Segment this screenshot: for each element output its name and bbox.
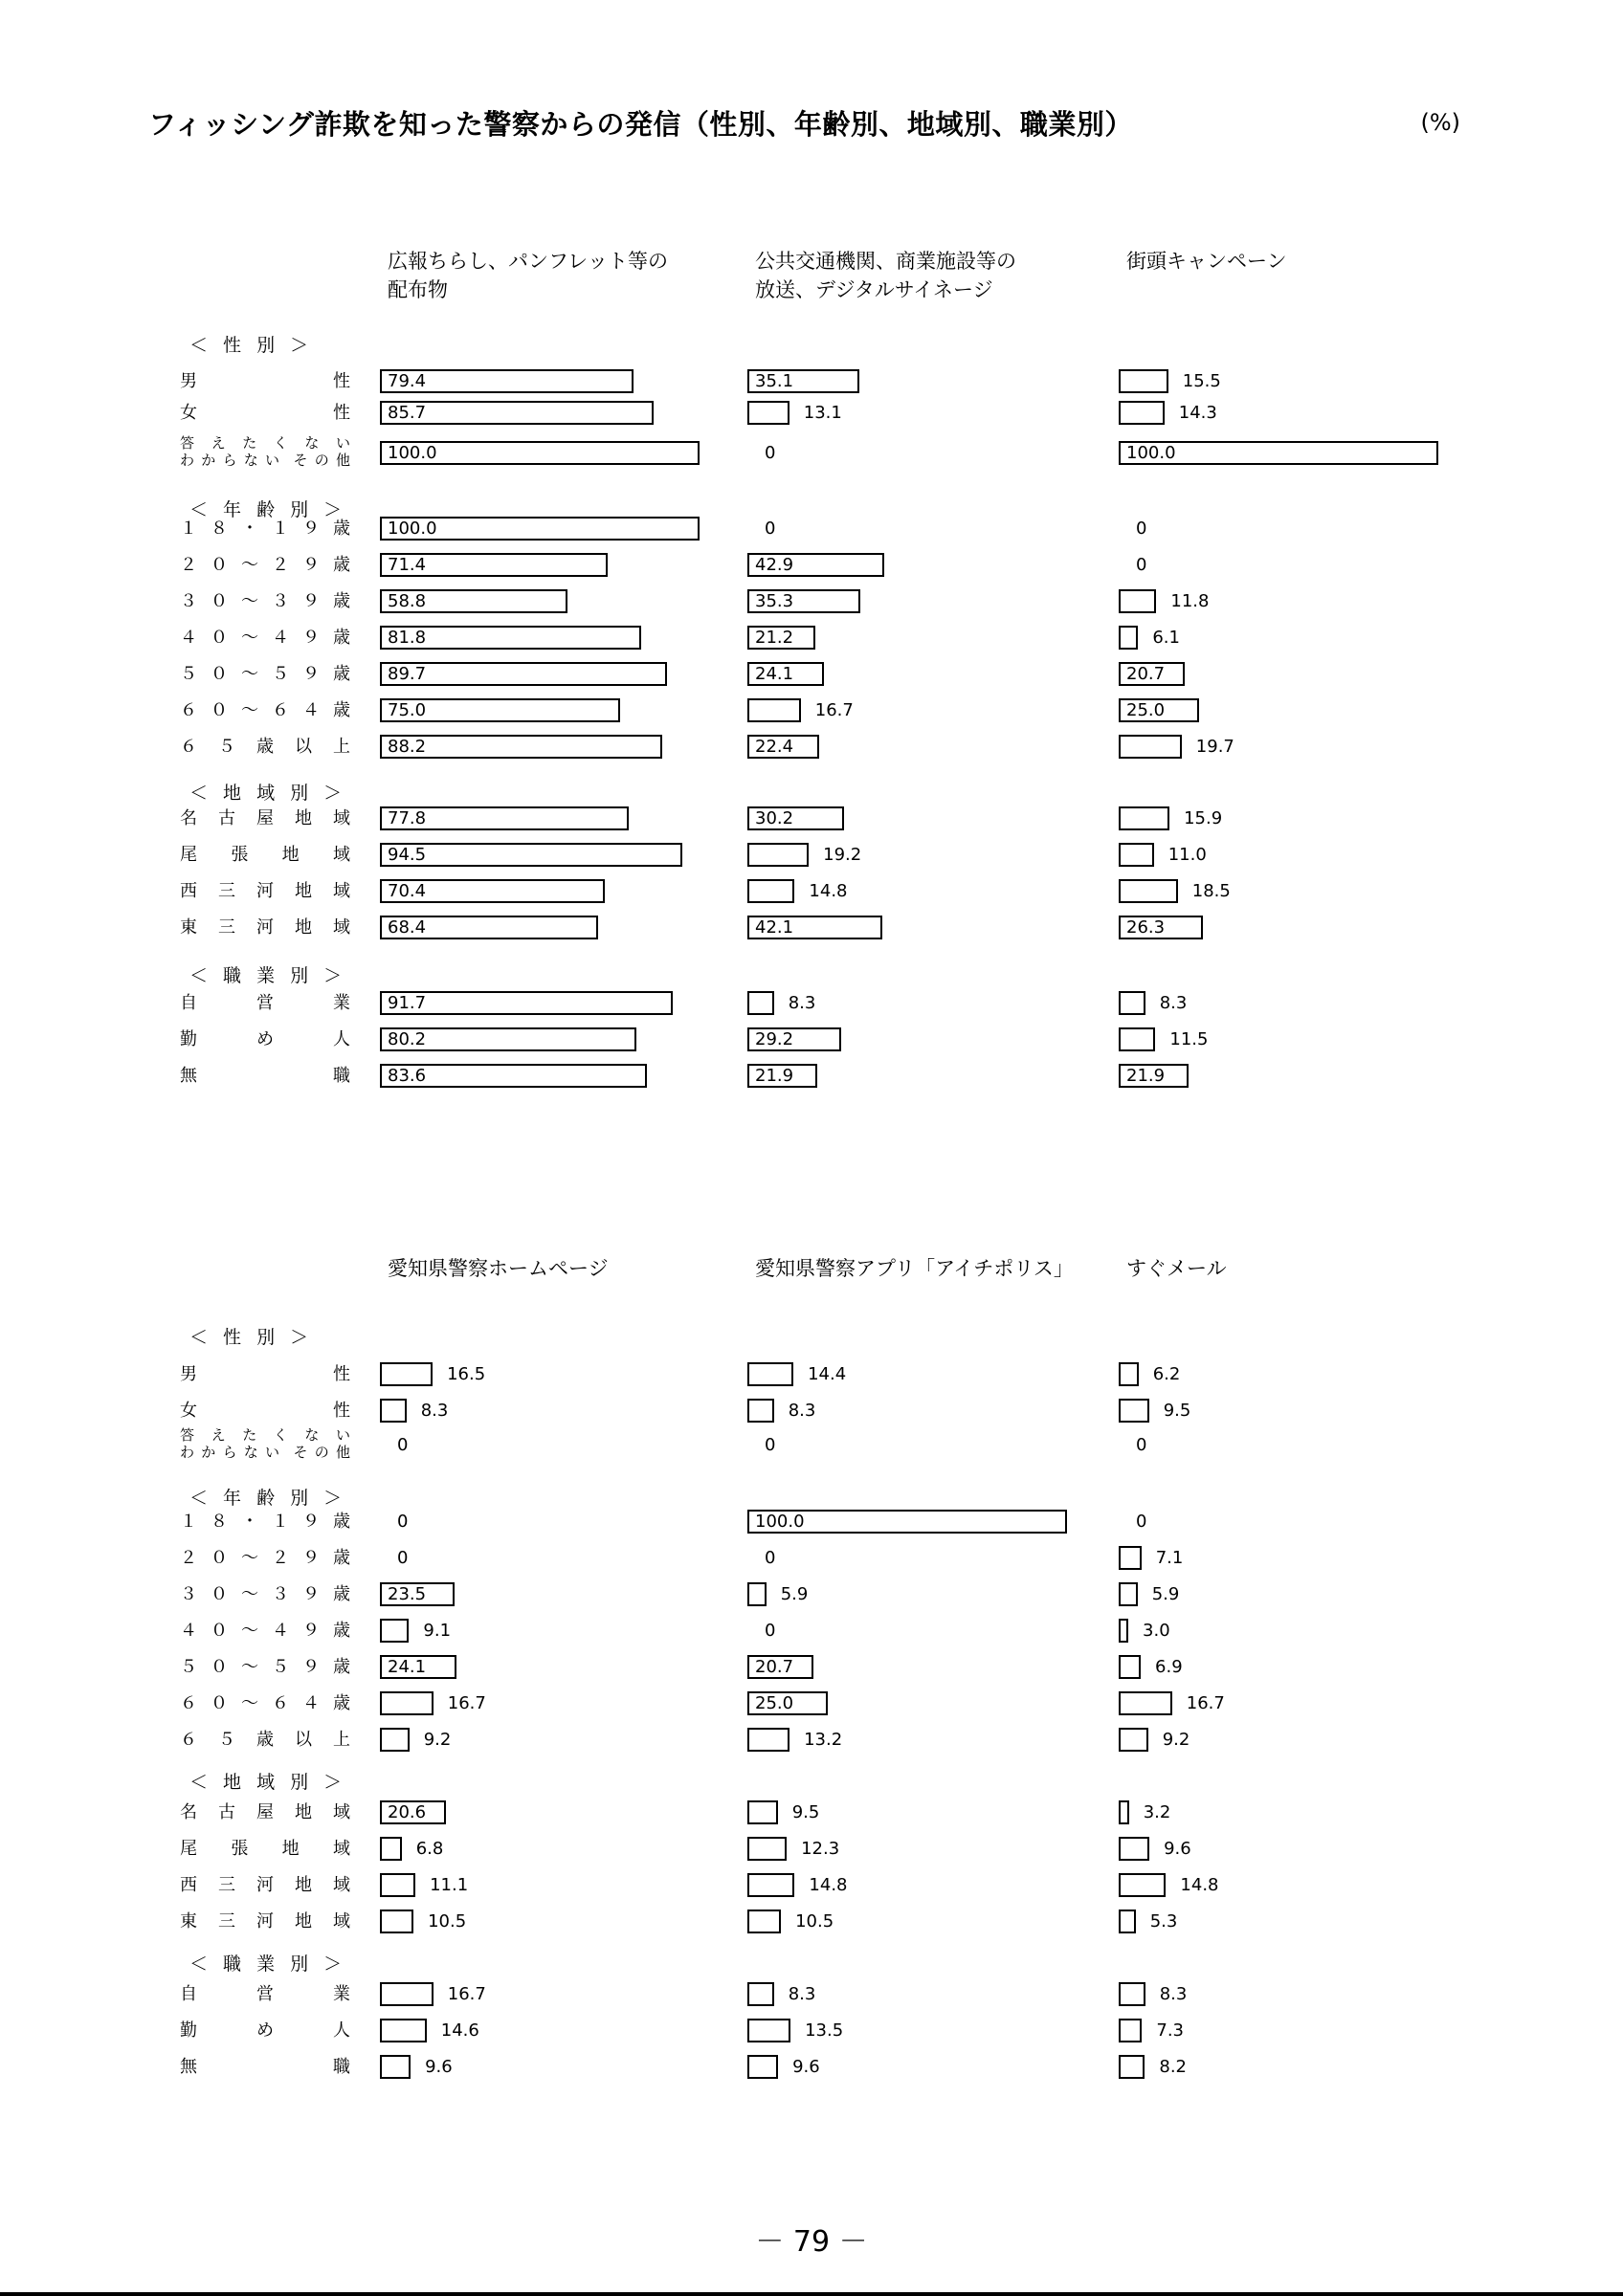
category-label	[180, 1549, 350, 1568]
bar	[1119, 589, 1156, 613]
category-label	[180, 1512, 350, 1532]
data-label: 21.2	[755, 628, 794, 648]
data-label: 20.7	[755, 1657, 794, 1677]
bar	[1119, 843, 1154, 867]
group-title: ＜ 年 齢 別 ＞	[189, 1488, 347, 1509]
data-label: 0	[1136, 1512, 1147, 1532]
data-label: 94.5	[388, 845, 427, 865]
data-label: 13.1	[803, 403, 842, 423]
data-label: 14.4	[808, 1364, 847, 1384]
data-label: 30.2	[755, 808, 794, 828]
data-label: 11.1	[430, 1875, 469, 1895]
data-label: 19.2	[823, 845, 862, 865]
bar	[1119, 2055, 1145, 2079]
data-label: 8.3	[420, 1401, 449, 1421]
bar	[1119, 735, 1182, 759]
data-label: 29.2	[755, 1029, 794, 1049]
bar	[380, 1619, 409, 1643]
data-label: 20.7	[1126, 664, 1166, 684]
category-label	[180, 1030, 350, 1049]
category-label	[180, 882, 350, 901]
data-label: 8.3	[1159, 993, 1188, 1013]
bar	[747, 1982, 774, 2006]
category-label	[180, 2058, 350, 2077]
category-label	[180, 1840, 350, 1859]
category-label	[180, 556, 350, 575]
bar	[1119, 1910, 1136, 1933]
category-label-line: わ か ら な い そ の 他	[180, 452, 350, 469]
data-label: 16.7	[447, 1693, 486, 1713]
bar	[1119, 1582, 1138, 1606]
data-label: 89.7	[388, 664, 427, 684]
data-label: 8.3	[1159, 1984, 1188, 2004]
category-label-line: ４ ０ ～ ４ ９ 歳	[180, 628, 350, 648]
bar	[747, 698, 801, 722]
data-label: 9.5	[791, 1802, 820, 1822]
bar	[747, 1910, 781, 1933]
category-label-line: ６ ０ ～ ６ ４ 歳	[180, 1693, 350, 1713]
data-label: 20.6	[388, 1802, 427, 1822]
data-label: 35.1	[755, 371, 794, 391]
series-header: 愛知県警察アプリ「アイチポリス」	[755, 1257, 1074, 1280]
bar	[747, 991, 774, 1015]
category-label	[180, 1912, 350, 1932]
data-label: 6.9	[1155, 1657, 1183, 1677]
category-label	[180, 1585, 350, 1604]
bar	[1119, 991, 1145, 1015]
bar	[1119, 1027, 1155, 1051]
bar	[747, 1873, 794, 1897]
data-label: 26.3	[1126, 917, 1166, 938]
bar	[380, 1837, 402, 1861]
bar	[380, 1691, 434, 1715]
bar	[747, 879, 794, 903]
data-label: 9.1	[423, 1621, 452, 1641]
category-label	[180, 1658, 350, 1677]
data-label: 9.6	[1164, 1839, 1191, 1859]
data-label: 22.4	[755, 737, 794, 757]
bar	[747, 2055, 778, 2079]
category-label	[180, 1067, 350, 1086]
category-label-line: 自 営 業	[180, 993, 350, 1013]
bar	[1119, 2019, 1142, 2042]
category-label	[180, 738, 350, 757]
data-label: 16.5	[447, 1364, 486, 1384]
data-label: 5.3	[1149, 1911, 1178, 1932]
data-label: 13.2	[804, 1730, 843, 1750]
data-label: 14.3	[1178, 403, 1217, 423]
series-header: すぐメール	[1126, 1257, 1227, 1280]
bar	[747, 1800, 778, 1824]
bar	[1119, 1982, 1145, 2006]
series-header: 街頭キャンペーン	[1126, 250, 1287, 273]
group-title: ＜ 性 別 ＞	[189, 1327, 314, 1348]
data-label: 100.0	[755, 1512, 805, 1532]
data-label: 14.6	[440, 2020, 479, 2041]
bar	[1119, 626, 1138, 650]
bar	[1119, 1873, 1166, 1897]
bar	[380, 2055, 411, 2079]
bar	[747, 1362, 793, 1386]
data-label: 16.7	[447, 1984, 486, 2004]
category-label	[180, 994, 350, 1013]
series-header: 公共交通機関、商業施設等の 放送、デジタルサイネージ	[755, 250, 1016, 301]
data-label: 12.3	[801, 1839, 840, 1859]
data-label: 24.1	[388, 1657, 427, 1677]
data-label: 42.1	[755, 917, 794, 938]
series-header: 愛知県警察ホームページ	[388, 1257, 609, 1280]
data-label: 77.8	[388, 808, 427, 828]
category-label-line: 無 職	[180, 2057, 350, 2077]
data-label: 0	[397, 1512, 409, 1532]
bar	[1119, 1362, 1139, 1386]
data-label: 5.9	[780, 1584, 809, 1604]
bar	[1119, 1691, 1172, 1715]
category-label-line: わ か ら な い そ の 他	[180, 1444, 350, 1461]
data-label: 6.8	[415, 1839, 444, 1859]
category-label-line: １ ８ ・ １ ９ 歳	[180, 519, 350, 539]
data-label: 9.2	[1162, 1730, 1190, 1750]
data-label: 42.9	[755, 555, 794, 575]
data-label: 23.5	[388, 1584, 427, 1604]
category-label	[180, 372, 350, 391]
data-label: 0	[765, 1548, 776, 1568]
category-label	[180, 592, 350, 611]
category-label	[180, 1803, 350, 1822]
bar	[1119, 1837, 1149, 1861]
data-label: 18.5	[1191, 881, 1231, 901]
category-label	[180, 701, 350, 720]
bar	[1119, 1800, 1129, 1824]
category-label	[180, 1402, 350, 1421]
data-label: 6.2	[1152, 1364, 1181, 1384]
bar	[747, 401, 789, 425]
group-title: ＜ 地 域 別 ＞	[189, 1772, 347, 1793]
data-label: 88.2	[388, 737, 427, 757]
category-label	[180, 629, 350, 648]
data-label: 9.6	[425, 2057, 453, 2077]
bar	[380, 1982, 434, 2006]
category-label-line: ２ ０ ～ ２ ９ 歳	[180, 555, 350, 575]
bar	[380, 1399, 407, 1423]
bar	[1119, 1619, 1128, 1643]
bar	[747, 843, 809, 867]
data-label: 80.2	[388, 1029, 427, 1049]
data-label: 0	[765, 1435, 776, 1455]
data-label: 21.9	[1126, 1066, 1166, 1086]
bar	[747, 2019, 790, 2042]
data-label: 91.7	[388, 993, 427, 1013]
page-number: － 79 －	[755, 2225, 868, 2259]
data-label: 71.4	[388, 555, 427, 575]
category-label	[180, 519, 350, 539]
category-label-line: 尾 張 地 域	[180, 845, 350, 865]
category-label-line: ２ ０ ～ ２ ９ 歳	[180, 1548, 350, 1568]
data-label: 8.2	[1159, 2057, 1188, 2077]
category-label-line: 女 性	[180, 1401, 350, 1421]
data-label: 3.2	[1143, 1802, 1171, 1822]
category-label-line: 尾 張 地 域	[180, 1839, 350, 1859]
bar	[1119, 401, 1165, 425]
category-label-line: １ ８ ・ １ ９ 歳	[180, 1512, 350, 1532]
data-label: 8.3	[788, 1401, 816, 1421]
bar	[1119, 1546, 1142, 1570]
data-label: 35.3	[755, 591, 794, 611]
category-label-line: 男 性	[180, 1364, 350, 1384]
category-label-line: 無 職	[180, 1066, 350, 1086]
category-label	[180, 1365, 350, 1384]
bar	[380, 1362, 433, 1386]
unit-label: (%)	[1420, 109, 1460, 136]
category-label-line: 勤 め 人	[180, 2020, 350, 2041]
data-label: 6.1	[1152, 628, 1180, 648]
bar	[1119, 1399, 1149, 1423]
bar	[747, 1399, 774, 1423]
data-label: 16.7	[814, 700, 854, 720]
data-label: 0	[397, 1548, 409, 1568]
data-label: 19.7	[1195, 737, 1234, 757]
data-label: 15.5	[1182, 371, 1221, 391]
group-title: ＜ 年 齢 別 ＞	[189, 499, 347, 520]
data-label: 83.6	[388, 1066, 427, 1086]
bar	[1119, 1728, 1148, 1752]
category-label-line: 答 え た く な い	[180, 1426, 350, 1444]
data-label: 100.0	[388, 443, 437, 463]
category-label-line: 名 古 屋 地 域	[180, 808, 350, 828]
data-label: 25.0	[755, 1693, 794, 1713]
category-label	[180, 846, 350, 865]
data-label: 14.8	[1180, 1875, 1219, 1895]
category-label	[180, 2021, 350, 2041]
data-label: 8.3	[788, 1984, 816, 2004]
bar	[380, 2019, 427, 2042]
data-label: 8.3	[788, 993, 816, 1013]
data-label: 14.8	[809, 881, 848, 901]
category-label-line: ３ ０ ～ ３ ９ 歳	[180, 591, 350, 611]
category-label-line: ３ ０ ～ ３ ９ 歳	[180, 1584, 350, 1604]
data-label: 0	[1136, 1435, 1147, 1455]
category-label-line: 西 三 河 地 域	[180, 881, 350, 901]
data-label: 85.7	[388, 403, 427, 423]
category-label-line: 女 性	[180, 403, 350, 423]
bar	[380, 1910, 413, 1933]
data-label: 0	[765, 519, 776, 539]
category-label	[180, 1985, 350, 2004]
group-title: ＜ 性 別 ＞	[189, 335, 314, 356]
category-label-line: 東 三 河 地 域	[180, 917, 350, 938]
category-label-line: 勤 め 人	[180, 1029, 350, 1049]
data-label: 7.3	[1156, 2020, 1185, 2041]
data-label: 0	[1136, 555, 1147, 575]
bar	[380, 1728, 410, 1752]
data-label: 0	[1136, 519, 1147, 539]
data-label: 100.0	[1126, 443, 1176, 463]
data-label: 14.8	[809, 1875, 848, 1895]
category-label-line: 名 古 屋 地 域	[180, 1802, 350, 1822]
bar	[1119, 369, 1168, 393]
bar	[747, 1728, 789, 1752]
data-label: 11.5	[1169, 1029, 1209, 1049]
bar	[380, 1873, 415, 1897]
data-label: 81.8	[388, 628, 427, 648]
data-label: 21.9	[755, 1066, 794, 1086]
group-title: ＜ 職 業 別 ＞	[189, 965, 347, 986]
data-label: 9.5	[1163, 1401, 1191, 1421]
data-label: 70.4	[388, 881, 427, 901]
data-label: 0	[765, 1621, 776, 1641]
category-label	[180, 1694, 350, 1713]
bar	[747, 1582, 767, 1606]
data-label: 16.7	[1186, 1693, 1225, 1713]
data-label: 13.5	[805, 2020, 844, 2041]
data-label: 25.0	[1126, 700, 1166, 720]
data-label: 11.0	[1167, 845, 1207, 865]
data-label: 7.1	[1155, 1548, 1184, 1568]
data-label: 9.2	[423, 1730, 452, 1750]
data-label: 10.5	[795, 1911, 834, 1932]
data-label: 58.8	[388, 591, 427, 611]
category-label	[180, 404, 350, 423]
data-label: 0	[397, 1435, 409, 1455]
category-label-line: 東 三 河 地 域	[180, 1911, 350, 1932]
data-label: 3.0	[1143, 1621, 1170, 1641]
category-label-line: ６ ５ 歳 以 上	[180, 1730, 350, 1750]
bar	[1119, 1655, 1141, 1679]
data-label: 9.6	[792, 2057, 820, 2077]
group-title: ＜ 職 業 別 ＞	[189, 1954, 347, 1975]
data-label: 15.9	[1184, 808, 1223, 828]
bar	[1119, 806, 1169, 830]
group-title: ＜ 地 域 別 ＞	[189, 783, 347, 804]
bottom-rule	[0, 2292, 1623, 2296]
category-label	[180, 918, 350, 938]
data-label: 0	[765, 443, 776, 463]
category-label-line: ５ ０ ～ ５ ９ 歳	[180, 1657, 350, 1677]
category-label-line: 自 営 業	[180, 1984, 350, 2004]
category-label	[180, 1731, 350, 1750]
category-label-line: 男 性	[180, 371, 350, 391]
data-label: 75.0	[388, 700, 427, 720]
data-label: 100.0	[388, 519, 437, 539]
data-label: 68.4	[388, 917, 427, 938]
category-label	[180, 1876, 350, 1895]
category-label	[180, 434, 350, 469]
category-label-line: ６ ５ 歳 以 上	[180, 737, 350, 757]
data-label: 11.8	[1170, 591, 1210, 611]
category-label-line: ５ ０ ～ ５ ９ 歳	[180, 664, 350, 684]
bar	[1119, 879, 1178, 903]
bar	[747, 1837, 787, 1861]
series-header: 広報ちらし、パンフレット等の 配布物	[388, 250, 668, 301]
data-label: 24.1	[755, 664, 794, 684]
category-label-line: 答 え た く な い	[180, 434, 350, 452]
data-label: 5.9	[1151, 1584, 1180, 1604]
category-label	[180, 665, 350, 684]
category-label-line: 西 三 河 地 域	[180, 1875, 350, 1895]
category-label	[180, 1622, 350, 1641]
category-label	[180, 1426, 350, 1461]
category-label-line: ４ ０ ～ ４ ９ 歳	[180, 1621, 350, 1641]
data-label: 10.5	[428, 1911, 467, 1932]
data-label: 79.4	[388, 371, 427, 391]
page-title: フィッシング詐欺を知った警察からの発信（性別、年齢別、地域別、職業別）	[148, 108, 1133, 141]
category-label	[180, 809, 350, 828]
category-label-line: ６ ０ ～ ６ ４ 歳	[180, 700, 350, 720]
